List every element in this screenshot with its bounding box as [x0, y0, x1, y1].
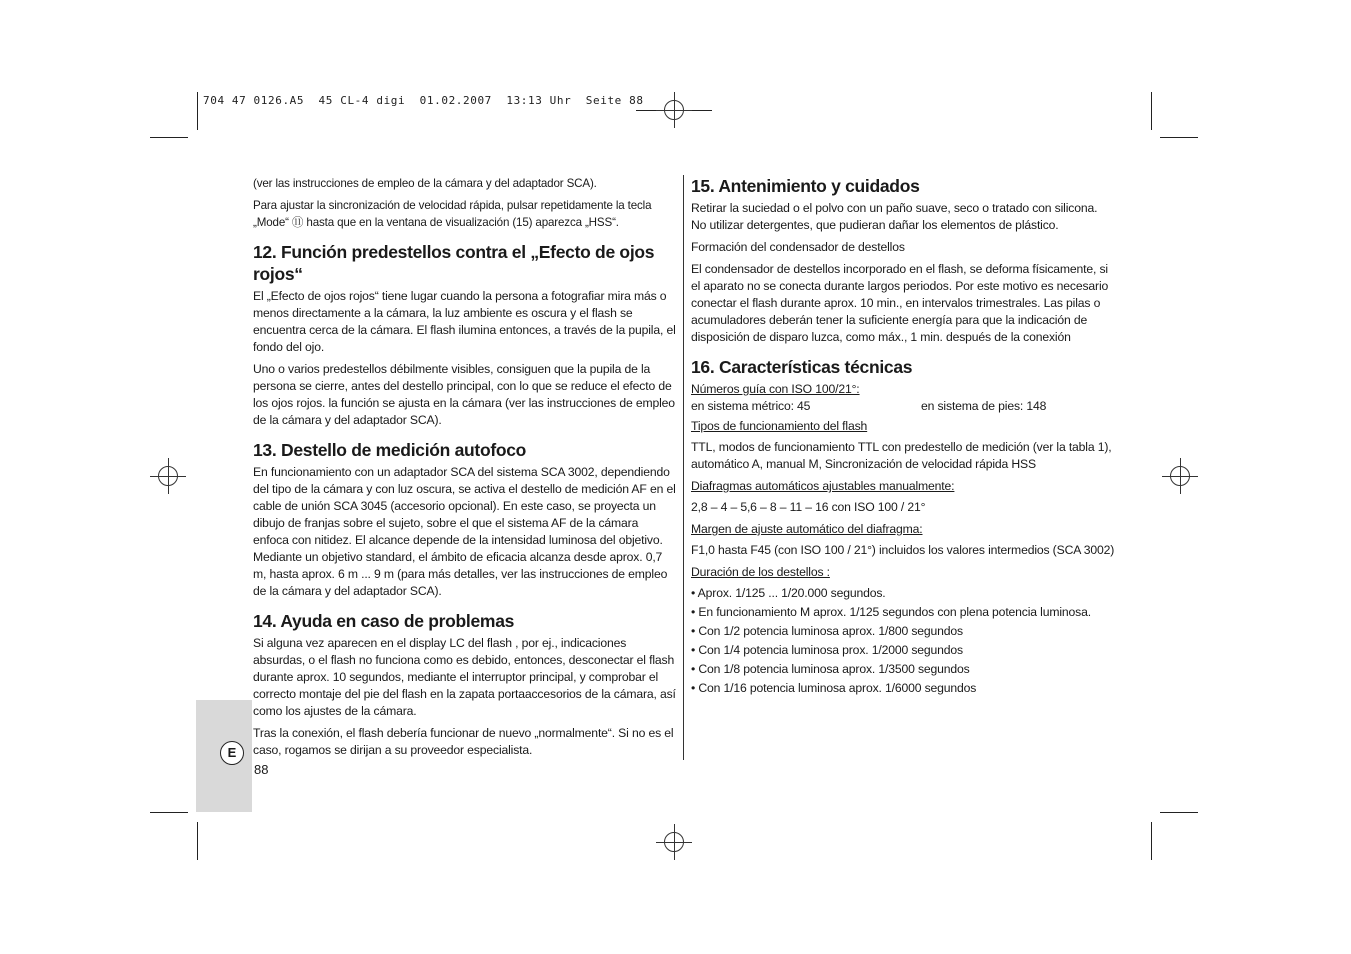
paragraph: Retirar la suciedad o el polvo con un paño suave, seco o tratado con silicona. No utilizar detergentes, que pudieran dañar los elementos de plástico. — [691, 201, 1098, 232]
paragraph: Uno o varios predestellos débilmente visibles, consiguen que la pupila de la persona se cierre, antes del destello principal, con lo que se reduce el efecto de los ojos rojos. la función se ajusta en la cámara (ver las instrucciones de empleo de la cámara y del adaptador SCA). — [253, 362, 675, 427]
page-number: 88 — [254, 762, 269, 777]
guide-number-row — [691, 398, 1115, 415]
spec-label: Tipos de funcionamiento del flash — [691, 419, 868, 433]
list-item: • En funcionamiento M aprox. 1/125 segundos con plena potencia luminosa. — [691, 605, 1091, 619]
paragraph: El „Efecto de ojos rojos“ tiene lugar cuando la persona a fotografiar mira más o menos directamente a la cámara, la luz ambiente es oscura y el flash se encuentra cerca de la cámara. El flash ilumina entonces, a través de la pupila, el fondo del ojo. — [253, 289, 676, 354]
section-16-title: 16. Características técnicas — [691, 357, 913, 377]
crop-mark — [1151, 92, 1152, 130]
spec-label: Margen de ajuste automático del diafragma: — [691, 522, 923, 536]
crop-mark — [197, 92, 198, 130]
paragraph: Si alguna vez aparecen en el display LC del flash , por ej., indicaciones absurdas, o el flash no funciona como es debido, entonces, desconectar el flash durante aprox. 10 segundos, mediante el interruptor principal, y comprobar el correcto montaje del pie del flash en la zapata portaaccesorios de la cámara, así como los ajustes de la cámara. — [253, 636, 676, 718]
list-item: • Con 1/8 potencia luminosa aprox. 1/3500 segundos — [691, 662, 970, 676]
registration-mark-icon — [656, 92, 692, 128]
registration-mark-icon — [656, 824, 692, 860]
paragraph: (ver las instrucciones de empleo de la cámara y del adaptador SCA). — [253, 177, 597, 190]
crop-mark — [150, 812, 188, 813]
paragraph: 2,8 – 4 – 5,6 – 8 – 11 – 16 con ISO 100 / 21° — [691, 500, 926, 514]
section-15-title: 15. Antenimiento y cuidados — [691, 176, 920, 196]
crop-mark — [1160, 812, 1198, 813]
language-tab-letter: E — [220, 741, 244, 765]
print-header: 704 47 0126.A5 45 CL-4 digi 01.02.2007 13:13 Uhr Seite 88 — [203, 94, 644, 107]
duration-list — [691, 585, 1115, 697]
crop-mark — [1160, 137, 1198, 138]
paragraph: TTL, modos de funcionamiento TTL con predestello de medición (ver la tabla 1), automático A, manual M, Sincronización de velocidad rápida HSS — [691, 440, 1112, 471]
list-item: • Con 1/2 potencia luminosa aprox. 1/800 segundos — [691, 624, 963, 638]
paragraph: Formación del condensador de destellos — [691, 240, 905, 254]
section-13-title: 13. Destello de medición autofoco — [253, 440, 527, 460]
paragraph: Para ajustar la sincronización de velocidad rápida, pulsar repetidamente la tecla „Mode“ ⑪ hasta que en la ventana de visualización (15) aparezca „HSS“. — [253, 199, 652, 229]
registration-mark-icon — [1162, 458, 1198, 494]
list-item: • Con 1/4 potencia luminosa prox. 1/2000 segundos — [691, 643, 963, 657]
paragraph: F1,0 hasta F45 (con ISO 100 / 21°) incluidos los valores intermedios (SCA 3002) — [691, 543, 1115, 557]
guide-metric: en sistema métrico: 45 — [691, 399, 811, 413]
section-14-title: 14. Ayuda en caso de problemas — [253, 611, 515, 631]
spec-label: Diafragmas automáticos ajustables manualmente: — [691, 479, 955, 493]
paragraph: El condensador de destellos incorporado en el flash, se deforma físicamente, si el aparato no se conecta durante largos periodos. Por este motivo es necesario conectar el flash durante aprox. 10 min., en intervalos trimestrales. Las pilas o acumuladores deberán tener la suficiente energía para que la indicación de disposición de disparo luzca, como máx., 1 min. después de la conexión — [691, 262, 1109, 344]
column-divider — [683, 175, 684, 760]
crop-mark — [197, 822, 198, 860]
paragraph: Tras la conexión, el flash debería funcionar de nuevo „normalmente“. Si no es el caso, rogamos se dirijan a su proveedor especialista. — [253, 726, 674, 757]
section-12-title: 12. Función predestellos contra el „Efecto de ojos rojos“ — [253, 242, 655, 284]
crop-mark — [150, 137, 188, 138]
list-item: • Aprox. 1/125 ... 1/20.000 segundos. — [691, 586, 886, 600]
left-column — [253, 175, 676, 764]
registration-mark-icon — [150, 458, 186, 494]
paragraph: En funcionamiento con un adaptador SCA del sistema SCA 3002, dependiendo del tipo de la cámara y con luz oscura, se activa el destello de medición AF en el cable de unión SCA 3045 (accesorio opcional). En este caso, se proyecta un dibujo de franjas sobre el sujeto, sobre el que el sistema AF de la cámara enfoca con nitidez. El alcance depende de la intensidad luminosa del objetivo. Mediante un objetivo standard, el ámbito de eficacia alcanza desde aprox. 0,7 m, hasta aprox. 6 m ... 9 m (para más detalles, ver las instrucciones de empleo de la cámara y del adaptador SCA). — [253, 465, 676, 598]
list-item: • Con 1/16 potencia luminosa aprox. 1/6000 segundos — [691, 681, 977, 695]
right-column — [691, 175, 1115, 699]
spec-label: Números guía con ISO 100/21°: — [691, 382, 860, 396]
spec-label: Duración de los destellos : — [691, 565, 830, 579]
crop-mark — [1151, 822, 1152, 860]
guide-feet: en sistema de pies: 148 — [921, 399, 1047, 413]
